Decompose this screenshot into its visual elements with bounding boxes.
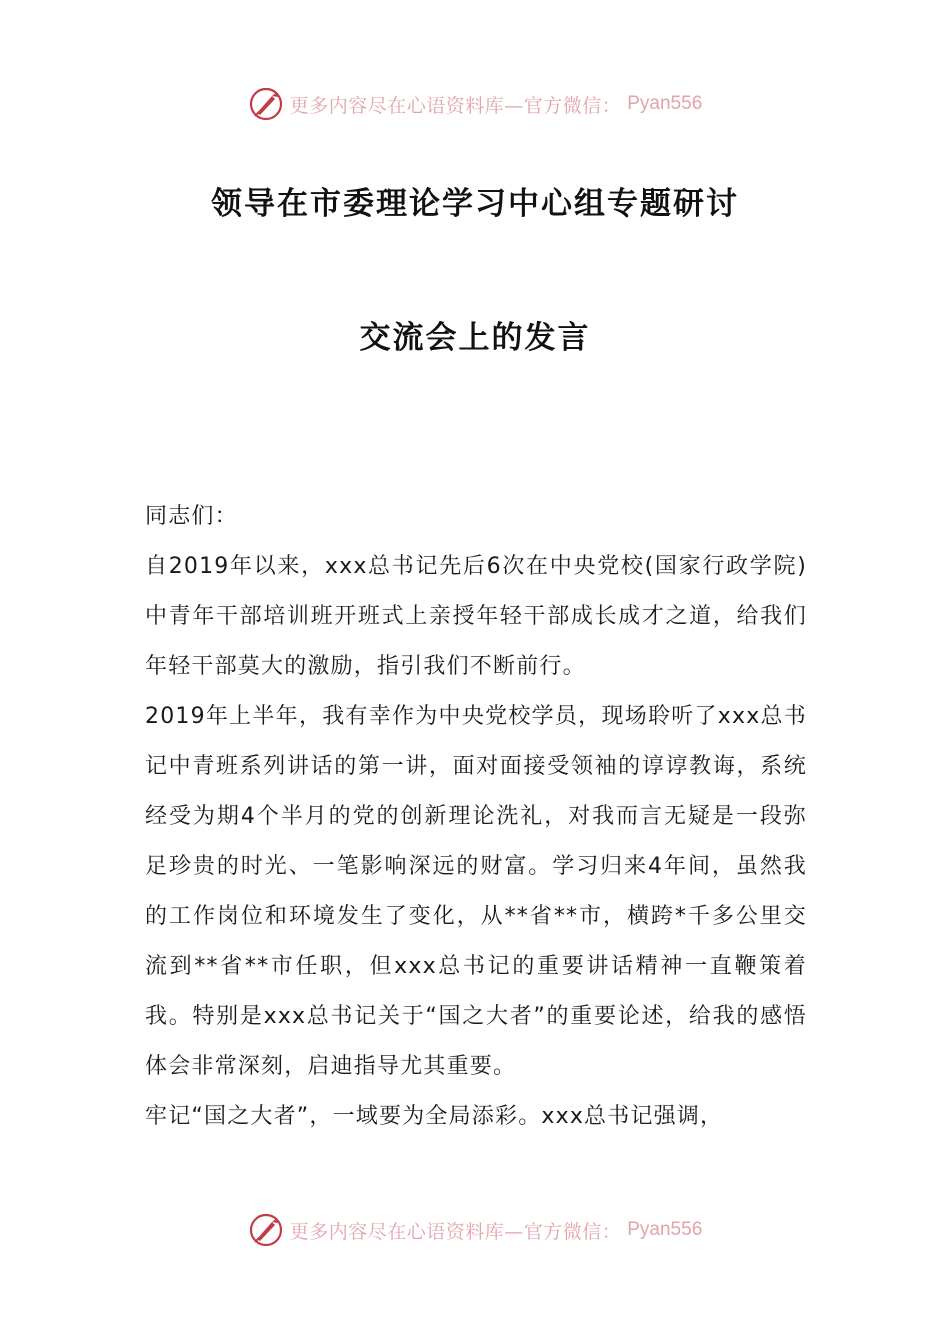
watermark-wechat-id: Pyan556 [627,1219,703,1240]
footer-watermark [0,1212,950,1248]
body-paragraph: 2019年上半年，我有幸作为中央党校学员，现场聆听了xxx总书记中青班系列讲话的第一讲，面对面接受领袖的谆谆教诲，系统经受为期4个半月的党的创新理论洗礼，对我而言无疑是一段弥足珍贵的时光、一笔影响深远的财富。学习归来4年间，虽然我的工作岗位和环境发生了变化，从**省**市，横跨*千多公里交流到**省**市任职，但xxx总书记的重要讲话精神一直鞭策着我。特别是xxx总书记关于“国之大者”的重要论述，给我的感悟体会非常深刻，启迪指导尤其重要。 [145,704,807,1079]
salutation: 同志们： [145,504,238,529]
watermark-text: 更多内容尽在心语资料库—官方微信： [289,1220,622,1243]
pen-quill-logo-icon [248,1212,284,1248]
watermark-text: 更多内容尽在心语资料库—官方微信： [289,94,622,117]
document-body [145,492,807,1142]
body-paragraph: 自2019年以来，xxx总书记先后6次在中央党校(国家行政学院)中青年干部培训班开班式上亲授年轻干部成长成才之道，给我们年轻干部莫大的激励，指引我们不断前行。 [145,554,807,679]
document-title-line-2: 交流会上的发言 [359,320,591,356]
body-paragraph: 牢记“国之大者”，一域要为全局添彩。xxx总书记强调， [145,1104,724,1129]
document-title-line-1: 领导在市委理论学习中心组专题研讨 [211,186,739,222]
header-watermark [0,86,950,122]
watermark-wechat-id: Pyan556 [627,93,703,114]
pen-quill-logo-icon [248,86,284,122]
